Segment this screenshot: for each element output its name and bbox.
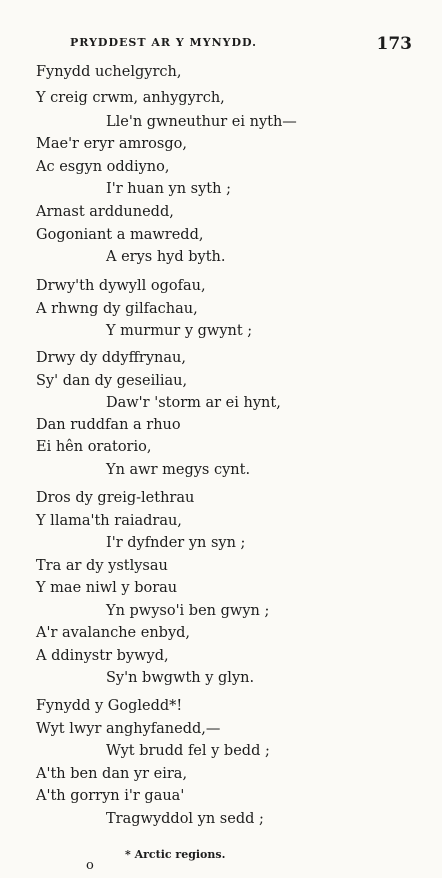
poem-line: Lle'n gwneuthur ei nyth—	[106, 114, 297, 130]
stray-mark: o	[86, 858, 94, 873]
running-head: PRYDDEST AR Y MYNYDD.	[70, 36, 257, 49]
poem-line: Daw'r 'storm ar ei hynt,	[106, 395, 281, 411]
page-header	[0, 34, 442, 54]
poem-line: A'r avalanche enbyd,	[36, 625, 191, 641]
poem-line: Tra ar dy ystlysau	[36, 558, 168, 574]
poem-line: I'r huan yn syth ;	[106, 181, 231, 197]
footnote: * Arctic regions.	[125, 848, 226, 861]
poem-line: A'th gorryn i'r gaua'	[36, 788, 185, 804]
poem-line: Ac esgyn oddiyno,	[36, 159, 170, 175]
poem-line: Tragwyddol yn sedd ;	[106, 811, 264, 827]
poem-line: Y llama'th raiadrau,	[36, 513, 182, 529]
poem-line: Sy' dan dy geseiliau,	[36, 373, 188, 389]
poem-line: Fynydd uchelgyrch,	[36, 64, 182, 80]
poem-line: Yn pwyso'i ben gwyn ;	[106, 603, 270, 619]
poem-line: Fynydd y Gogledd*!	[36, 698, 183, 714]
page-number: 173	[376, 34, 412, 54]
poem-line: Ei hên oratorio,	[36, 439, 152, 455]
poem-line: Gogoniant a mawredd,	[36, 227, 204, 243]
poem-line: Dros dy greig-lethrau	[36, 490, 195, 506]
poem-line: I'r dyfnder yn syn ;	[106, 535, 246, 551]
poem-line: Arnast arddunedd,	[36, 204, 174, 220]
poem-line: A erys hyd byth.	[106, 249, 226, 265]
poem-line: Dan ruddfan a rhuo	[36, 417, 181, 433]
poem-line: Drwy'th dywyll ogofau,	[36, 278, 206, 294]
poem-line: Mae'r eryr amrosgo,	[36, 136, 187, 152]
poem-line: A ddinystr bywyd,	[36, 648, 169, 664]
poem-line: A rhwng dy gilfachau,	[36, 301, 198, 317]
poem-line: Yn awr megys cynt.	[106, 462, 251, 478]
poem-line: Y creig crwm, anhygyrch,	[36, 90, 225, 106]
poem-line: Sy'n bwgwth y glyn.	[106, 670, 255, 686]
poem-line: Y murmur y gwynt ;	[106, 323, 253, 339]
poem-line: A'th ben dan yr eira,	[36, 766, 188, 782]
poem-line: Wyt lwyr anghyfanedd,—	[36, 721, 221, 737]
poem-line: Y mae niwl y borau	[36, 580, 178, 596]
poem-line: Wyt brudd fel y bedd ;	[106, 743, 270, 759]
poem-line: Drwy dy ddyffrynau,	[36, 350, 186, 366]
